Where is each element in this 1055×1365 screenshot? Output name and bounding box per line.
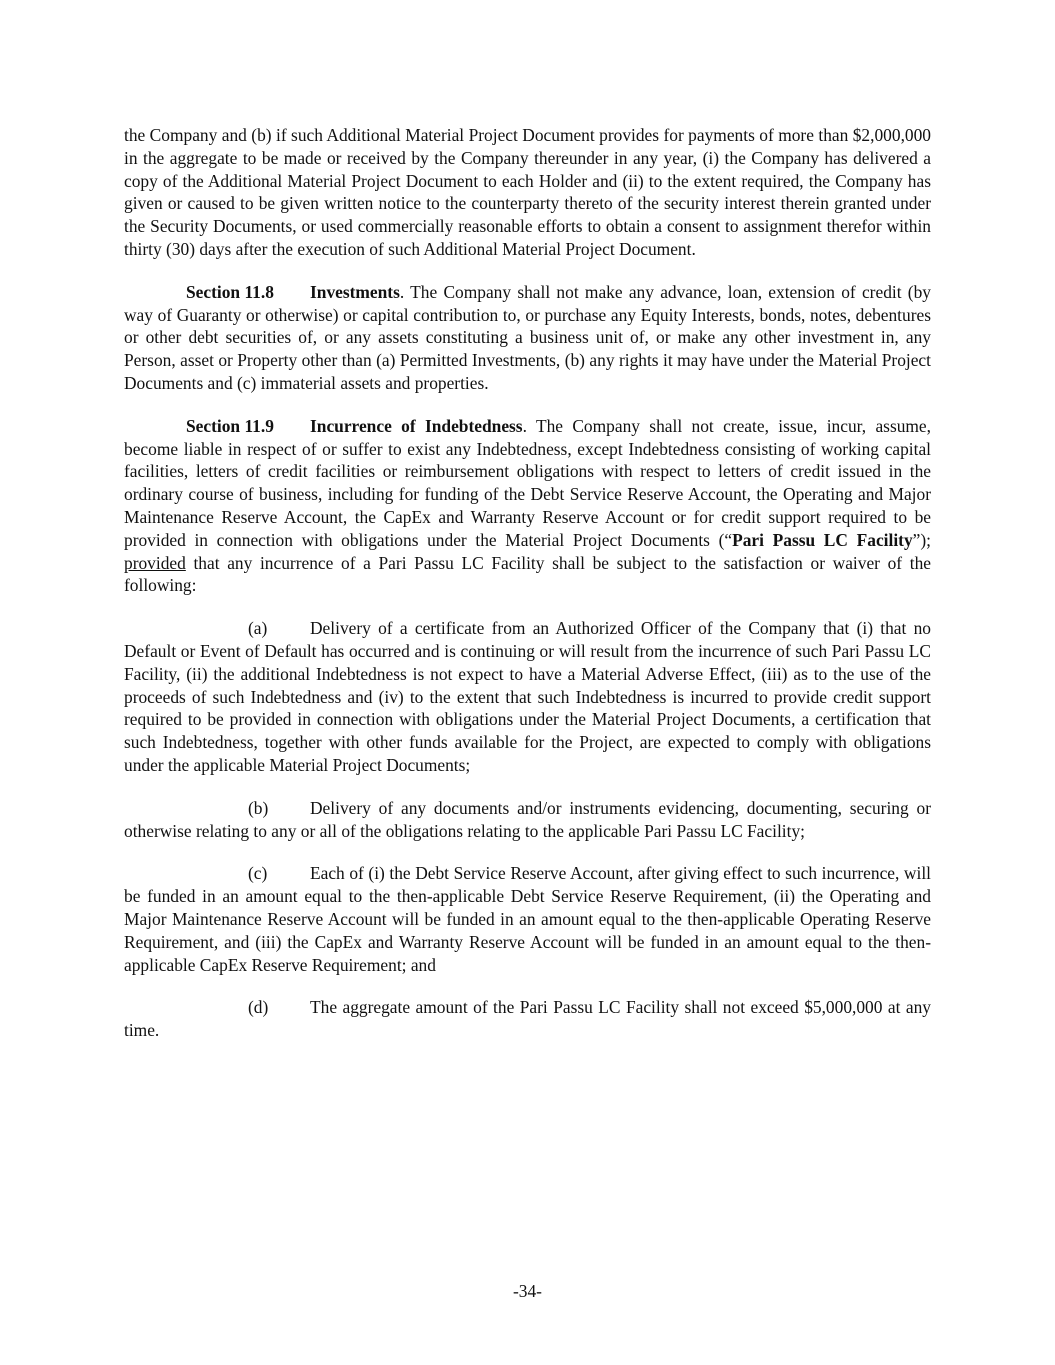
- section-11-8-paragraph: [124, 281, 931, 395]
- clause-d: [124, 996, 931, 1042]
- clause-label: (b): [248, 797, 269, 818]
- section-body: ”);: [912, 529, 931, 550]
- clause-c: [124, 862, 931, 976]
- section-number: Section 11.8: [186, 281, 274, 302]
- section-body: . The Company shall not make any advance, loan, extension of credit (by way of Guaranty or otherwise) or capital contribution to, or purchase any Equity Interests, bonds, notes, debentures or other debt securities of, or any assets constituting a business unit of, or make any other investment in, any Person, asset or Property other than (a) Permitted Investments, (b) any rights it may have under the Material Project Documents and (c) immaterial assets and properties.: [124, 281, 931, 393]
- document-page: [124, 124, 931, 1062]
- section-title: Investments: [310, 281, 400, 302]
- clause-b: [124, 797, 931, 843]
- clause-text: The aggregate amount of the Pari Passu LC Facility shall not exceed $5,000,000 at any time.: [124, 997, 931, 1041]
- section-body: that any incurrence of a Pari Passu LC Facility shall be subject to the satisfaction or waiver of the following:: [124, 552, 931, 596]
- continuation-paragraph: the Company and (b) if such Additional Material Project Document provides for payments of more than $2,000,000 in the aggregate to be made or received by the Company thereunder in any year, (i) the Company has delivered a copy of the Additional Material Project Document to each Holder and (ii) to the extent required, the Company has given or caused to be given written notice to the counterparty thereto of the security interest therein granted under the Security Documents, or used commercially reasonable efforts to obtain a consent to assignment therefor within thirty (30) days after the execution of such Additional Material Project Document.: [124, 125, 931, 259]
- clause-text: Delivery of a certificate from an Authorized Officer of the Company that (i) that no Default or Event of Default has occurred and is continuing or will result from the incurrence of such Pari Passu LC Facility, (ii) the additional Indebtedness is not expect to have a Material Adverse Effect, (iii) as to the use of the proceeds of such Indebtedness and (iv) to the extent that such Indebtedness is incurred to provide credit support required to be provided in connection with obligations under the Material Project Documents, a certification that such Indebtedness, together with other funds available for the Project, are expected to comply with obligations under the applicable Material Project Documents;: [124, 618, 931, 775]
- clause-label: (d): [248, 997, 269, 1018]
- section-number: Section 11.9: [186, 415, 274, 436]
- clause-label: (a): [248, 618, 268, 639]
- clause-text: Each of (i) the Debt Service Reserve Account, after giving effect to such incurrence, will be funded in an amount equal to the then-applicable Debt Service Reserve Requirement, (ii) the Operating and Major Maintenance Reserve Account will be funded in an amount equal to the then-applicable Operating Reserve Requirement, and (iii) the CapEx and Warranty Reserve Account will be funded in an amount equal to the then-applicable CapEx Reserve Requirement; and: [124, 863, 931, 975]
- section-11-9-paragraph: [124, 415, 931, 597]
- clause-text: Delivery of any documents and/or instruments evidencing, documenting, securing or otherwise relating to any or all of the obligations relating to the applicable Pari Passu LC Facility;: [124, 797, 931, 841]
- clause-a: [124, 617, 931, 777]
- proviso-term: provided: [124, 552, 186, 573]
- section-title: Incurrence of Indebtedness: [310, 415, 523, 436]
- section-body: . The Company shall not create, issue, incur, assume, become liable in respect of or suffer to exist any Indebtedness, except Indebtedness consisting of working capital facilities, letters of credit facilities or reimbursement obligations with respect to letters of credit issued in the ordinary course of business, including for funding of the Debt Service Reserve Account, the Operating and Major Maintenance Reserve Account, the CapEx and Warranty Reserve Account or for credit support required to be provided in connection with obligations under the Material Project Documents (“: [124, 415, 931, 550]
- defined-term: Pari Passu LC Facility: [732, 529, 913, 550]
- clause-label: (c): [248, 863, 268, 884]
- page-number: -34-: [513, 1281, 542, 1301]
